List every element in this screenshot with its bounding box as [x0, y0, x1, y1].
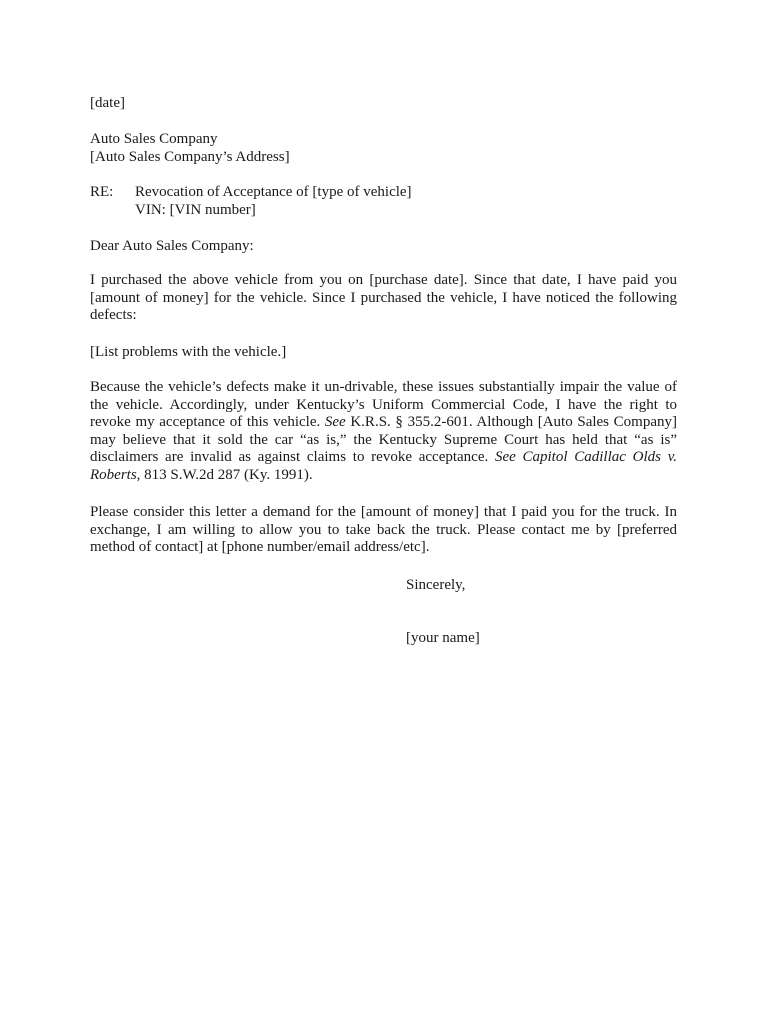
paragraph-purchase: I purchased the above vehicle from you on [purchase date]. Since that date, I have paid you [amount of money] for the vehicle. Since I purchased the vehicle, I have noticed the following defects:: [90, 272, 677, 324]
re-vin: VIN: [VIN number]: [135, 202, 256, 218]
case-citation: See Capitol Cadillac Olds v. Roberts: [90, 449, 677, 483]
paragraph-demand: Please consider this letter a demand for the [amount of money] that I paid you for the truck. In exchange, I am willing to allow you to take back the truck. Please contact me by [preferred method of contact] at [phone number/email address/etc].: [90, 504, 677, 556]
legal-text-part1: Because the vehicle’s defects make it un-drivable, these issues substantially impair the value of the vehicle. Accordingly, under Kentucky’s Uniform Commercial Code, I have the right to revoke my acceptance of this vehicle.: [90, 379, 677, 431]
closing: Sincerely,: [406, 577, 466, 593]
salutation: Dear Auto Sales Company:: [90, 238, 254, 254]
letter-date: [date]: [90, 95, 125, 111]
citation-signal-see: See: [324, 414, 346, 431]
recipient-address: [Auto Sales Company’s Address]: [90, 149, 290, 165]
legal-text-part3: , 813 S.W.2d 287 (Ky. 1991).: [136, 466, 313, 483]
legal-text-part2: K.R.S. § 355.2-601. Although [Auto Sales Company] may believe that it sold the car “as is,” the Kentucky Supreme Court has held that “as is” disclaimers are invalid as against claims to revoke acceptance.: [90, 414, 677, 466]
recipient-name: Auto Sales Company: [90, 131, 218, 147]
re-label: RE:: [90, 184, 114, 200]
re-subject: Revocation of Acceptance of [type of vehicle]: [135, 184, 412, 200]
paragraph-legal-basis: [90, 379, 677, 485]
signature-name: [your name]: [406, 630, 480, 646]
paragraph-problems: [List problems with the vehicle.]: [90, 344, 287, 360]
